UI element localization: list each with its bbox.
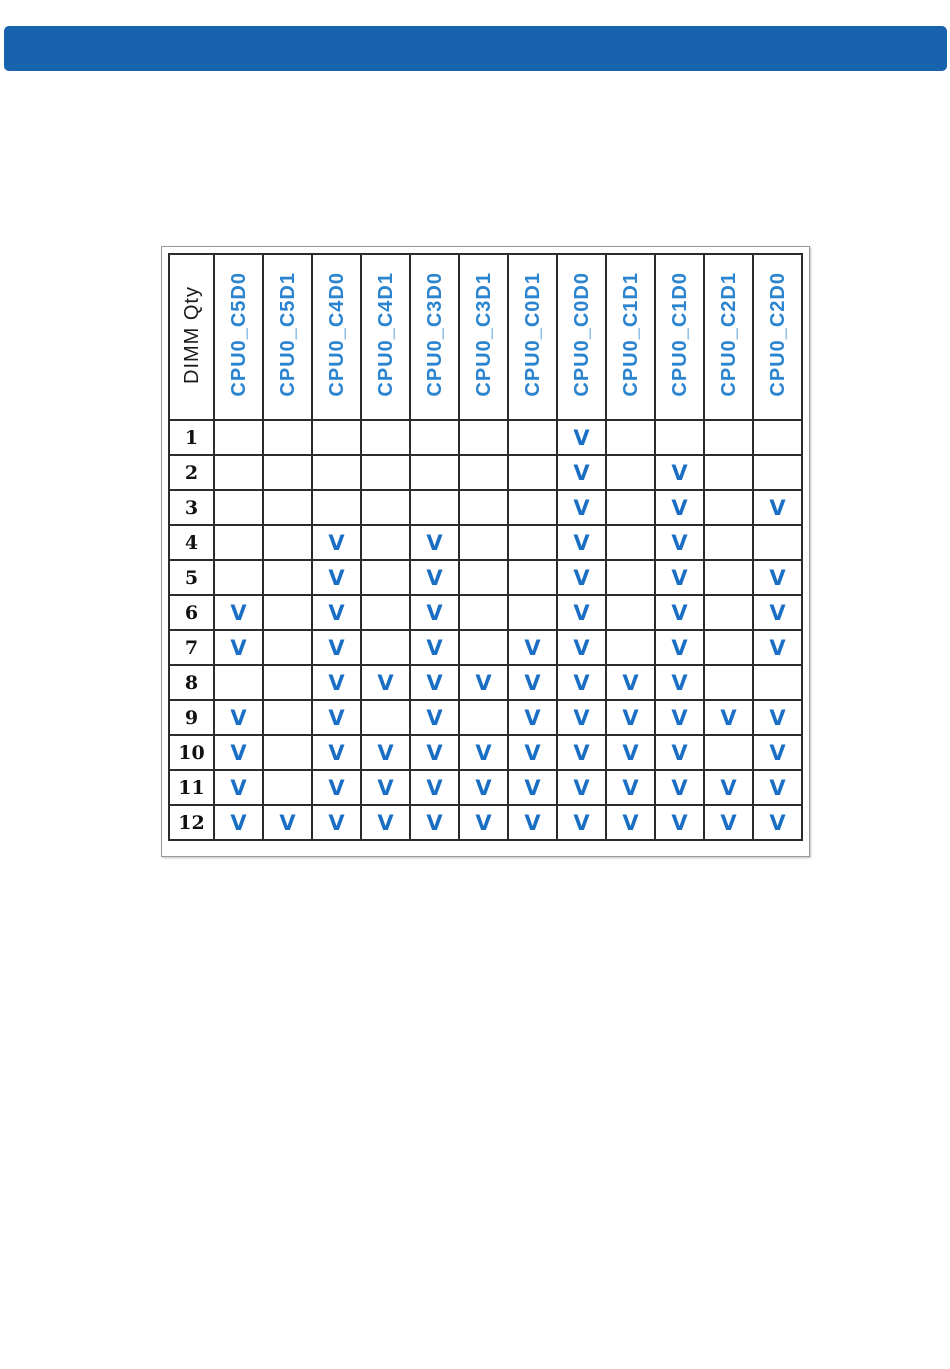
slot-cell (606, 770, 655, 805)
populated-mark: V (720, 810, 737, 835)
slot-cell (753, 665, 802, 700)
dimm-qty-value: 4 (184, 531, 199, 554)
table-body (169, 420, 802, 840)
slot-cell (263, 700, 312, 735)
slot-cell (606, 455, 655, 490)
slot-cell (704, 490, 753, 525)
slot-cell (655, 770, 704, 805)
populated-mark: V (524, 740, 541, 765)
slot-cell (557, 665, 606, 700)
slot-cell (263, 630, 312, 665)
populated-mark: V (671, 495, 688, 520)
dimm-qty-cell (169, 420, 214, 455)
slot-cell (312, 420, 361, 455)
slot-cell (606, 735, 655, 770)
populated-mark: V (573, 565, 590, 590)
slot-cell (655, 630, 704, 665)
slot-cell (508, 735, 557, 770)
slot-cell (557, 455, 606, 490)
slot-cell (704, 665, 753, 700)
populated-mark: V (671, 460, 688, 485)
table-row (169, 525, 802, 560)
slot-cell (312, 490, 361, 525)
slot-cell (410, 665, 459, 700)
dimm-qty-header (169, 254, 214, 420)
slot-cell (410, 770, 459, 805)
column-header (410, 254, 459, 420)
table-row (169, 805, 802, 840)
slot-cell (557, 525, 606, 560)
slot-cell (753, 735, 802, 770)
populated-mark: V (671, 670, 688, 695)
slot-cell (312, 700, 361, 735)
slot-cell (214, 735, 263, 770)
column-header (606, 254, 655, 420)
slot-cell (214, 805, 263, 840)
slot-cell (214, 665, 263, 700)
slot-cell (459, 455, 508, 490)
populated-mark: V (622, 670, 639, 695)
dimm-qty-cell (169, 595, 214, 630)
populated-mark: V (671, 530, 688, 555)
slot-cell (606, 595, 655, 630)
populated-mark: V (573, 775, 590, 800)
populated-mark: V (328, 775, 345, 800)
populated-mark: V (426, 740, 443, 765)
slot-cell (263, 770, 312, 805)
slot-cell (557, 595, 606, 630)
slot-cell (459, 560, 508, 595)
column-header (557, 254, 606, 420)
slot-cell (312, 665, 361, 700)
populated-mark: V (524, 635, 541, 660)
dimm-qty-cell (169, 560, 214, 595)
slot-cell (361, 560, 410, 595)
slot-cell (214, 700, 263, 735)
populated-mark: V (769, 705, 786, 730)
column-header (312, 254, 361, 420)
column-header-label: CPU0_C5D0 (227, 272, 250, 397)
table-row (169, 595, 802, 630)
populated-mark: V (328, 600, 345, 625)
slot-cell (312, 770, 361, 805)
slot-cell (410, 490, 459, 525)
header-bar (4, 26, 947, 71)
slot-cell (557, 420, 606, 455)
populated-mark: V (426, 670, 443, 695)
slot-cell (508, 490, 557, 525)
table-row (169, 420, 802, 455)
dimm-qty-cell (169, 700, 214, 735)
slot-cell (361, 735, 410, 770)
populated-mark: V (475, 810, 492, 835)
slot-cell (459, 630, 508, 665)
slot-cell (214, 455, 263, 490)
dimm-qty-cell (169, 455, 214, 490)
slot-cell (214, 595, 263, 630)
column-header-label: CPU0_C1D1 (619, 272, 642, 397)
slot-cell (410, 525, 459, 560)
column-header (459, 254, 508, 420)
slot-cell (557, 805, 606, 840)
slot-cell (753, 595, 802, 630)
populated-mark: V (622, 775, 639, 800)
slot-cell (459, 665, 508, 700)
populated-mark: V (573, 495, 590, 520)
slot-cell (606, 490, 655, 525)
dimm-qty-cell (169, 735, 214, 770)
dimm-population-table (168, 253, 803, 841)
slot-cell (312, 525, 361, 560)
dimm-qty-value: 3 (184, 496, 199, 519)
dimm-qty-cell (169, 665, 214, 700)
slot-cell (704, 770, 753, 805)
slot-cell (214, 770, 263, 805)
populated-mark: V (230, 705, 247, 730)
dimm-qty-value: 8 (184, 671, 199, 694)
column-header (263, 254, 312, 420)
column-header-label: CPU0_C4D1 (374, 272, 397, 397)
slot-cell (557, 735, 606, 770)
slot-cell (361, 490, 410, 525)
slot-cell (655, 420, 704, 455)
slot-cell (557, 700, 606, 735)
slot-cell (263, 805, 312, 840)
slot-cell (361, 805, 410, 840)
slot-cell (606, 665, 655, 700)
slot-cell (263, 735, 312, 770)
slot-cell (361, 525, 410, 560)
slot-cell (361, 420, 410, 455)
populated-mark: V (671, 565, 688, 590)
populated-mark: V (671, 810, 688, 835)
slot-cell (557, 770, 606, 805)
populated-mark: V (475, 740, 492, 765)
slot-cell (606, 700, 655, 735)
slot-cell (263, 665, 312, 700)
column-header-label: CPU0_C0D1 (521, 272, 544, 397)
slot-cell (263, 455, 312, 490)
column-header-label: CPU0_C3D0 (423, 272, 446, 397)
populated-mark: V (426, 705, 443, 730)
table-row (169, 665, 802, 700)
populated-mark: V (573, 810, 590, 835)
dimm-qty-value: 1 (184, 426, 199, 449)
slot-cell (410, 700, 459, 735)
populated-mark: V (573, 600, 590, 625)
table-row (169, 735, 802, 770)
populated-mark: V (328, 740, 345, 765)
populated-mark: V (426, 530, 443, 555)
dimm-population-table-frame (161, 246, 810, 857)
column-header (361, 254, 410, 420)
populated-mark: V (279, 810, 296, 835)
slot-cell (508, 770, 557, 805)
column-header (753, 254, 802, 420)
slot-cell (557, 630, 606, 665)
slot-cell (704, 525, 753, 560)
populated-mark: V (328, 530, 345, 555)
slot-cell (214, 525, 263, 560)
slot-cell (655, 560, 704, 595)
slot-cell (312, 630, 361, 665)
slot-cell (214, 630, 263, 665)
slot-cell (312, 560, 361, 595)
dimm-qty-value: 5 (184, 566, 199, 589)
slot-cell (655, 595, 704, 630)
populated-mark: V (671, 600, 688, 625)
slot-cell (214, 490, 263, 525)
slot-cell (361, 665, 410, 700)
populated-mark: V (769, 810, 786, 835)
populated-mark: V (426, 810, 443, 835)
dimm-qty-cell (169, 490, 214, 525)
header-row (169, 254, 802, 420)
populated-mark: V (573, 635, 590, 660)
slot-cell (704, 595, 753, 630)
dimm-qty-value: 6 (184, 601, 199, 624)
slot-cell (459, 735, 508, 770)
slot-cell (361, 595, 410, 630)
populated-mark: V (573, 530, 590, 555)
table-row (169, 560, 802, 595)
slot-cell (312, 805, 361, 840)
dimm-qty-cell (169, 770, 214, 805)
slot-cell (410, 420, 459, 455)
slot-cell (655, 805, 704, 840)
slot-cell (410, 455, 459, 490)
populated-mark: V (573, 670, 590, 695)
slot-cell (655, 490, 704, 525)
populated-mark: V (671, 635, 688, 660)
populated-mark: V (573, 740, 590, 765)
slot-cell (508, 560, 557, 595)
populated-mark: V (769, 775, 786, 800)
populated-mark: V (328, 670, 345, 695)
populated-mark: V (671, 705, 688, 730)
slot-cell (459, 700, 508, 735)
slot-cell (508, 455, 557, 490)
populated-mark: V (573, 460, 590, 485)
populated-mark: V (671, 740, 688, 765)
slot-cell (263, 420, 312, 455)
dimm-qty-value: 7 (184, 636, 199, 659)
column-header-label: CPU0_C0D0 (570, 272, 593, 397)
slot-cell (361, 700, 410, 735)
slot-cell (459, 770, 508, 805)
slot-cell (557, 490, 606, 525)
column-header-label: CPU0_C1D0 (668, 272, 691, 397)
slot-cell (704, 560, 753, 595)
slot-cell (753, 805, 802, 840)
populated-mark: V (622, 705, 639, 730)
slot-cell (459, 490, 508, 525)
dimm-qty-value: 9 (184, 706, 199, 729)
slot-cell (459, 595, 508, 630)
populated-mark: V (230, 635, 247, 660)
slot-cell (361, 770, 410, 805)
table-row (169, 770, 802, 805)
slot-cell (508, 665, 557, 700)
slot-cell (753, 700, 802, 735)
populated-mark: V (426, 600, 443, 625)
populated-mark: V (377, 740, 394, 765)
populated-mark: V (524, 670, 541, 695)
slot-cell (508, 700, 557, 735)
column-header-label: CPU0_C5D1 (276, 272, 299, 397)
slot-cell (508, 630, 557, 665)
slot-cell (606, 525, 655, 560)
table-row (169, 455, 802, 490)
populated-mark: V (769, 600, 786, 625)
column-header-label: CPU0_C2D1 (717, 272, 740, 397)
slot-cell (263, 525, 312, 560)
slot-cell (410, 805, 459, 840)
slot-cell (753, 560, 802, 595)
slot-cell (606, 420, 655, 455)
slot-cell (753, 630, 802, 665)
slot-cell (312, 735, 361, 770)
slot-cell (704, 630, 753, 665)
slot-cell (655, 735, 704, 770)
populated-mark: V (720, 705, 737, 730)
slot-cell (361, 455, 410, 490)
slot-cell (753, 525, 802, 560)
slot-cell (312, 595, 361, 630)
populated-mark: V (230, 810, 247, 835)
slot-cell (704, 735, 753, 770)
slot-cell (214, 420, 263, 455)
slot-cell (410, 630, 459, 665)
slot-cell (704, 455, 753, 490)
dimm-qty-value: 2 (184, 461, 199, 484)
slot-cell (655, 700, 704, 735)
slot-cell (410, 735, 459, 770)
populated-mark: V (230, 740, 247, 765)
populated-mark: V (720, 775, 737, 800)
column-header (704, 254, 753, 420)
slot-cell (704, 805, 753, 840)
slot-cell (753, 770, 802, 805)
populated-mark: V (426, 565, 443, 590)
table-row (169, 700, 802, 735)
table-row (169, 630, 802, 665)
populated-mark: V (524, 705, 541, 730)
slot-cell (753, 455, 802, 490)
slot-cell (459, 525, 508, 560)
populated-mark: V (622, 810, 639, 835)
populated-mark: V (328, 565, 345, 590)
populated-mark: V (769, 740, 786, 765)
dimm-qty-value: 11 (178, 776, 205, 799)
column-header (508, 254, 557, 420)
populated-mark: V (622, 740, 639, 765)
slot-cell (508, 420, 557, 455)
slot-cell (312, 455, 361, 490)
slot-cell (263, 560, 312, 595)
dimm-qty-cell (169, 525, 214, 560)
populated-mark: V (328, 635, 345, 660)
populated-mark: V (377, 775, 394, 800)
populated-mark: V (671, 775, 688, 800)
column-header-label: CPU0_C4D0 (325, 272, 348, 397)
populated-mark: V (769, 635, 786, 660)
populated-mark: V (573, 705, 590, 730)
column-header-label: CPU0_C3D1 (472, 272, 495, 397)
slot-cell (410, 595, 459, 630)
slot-cell (459, 805, 508, 840)
populated-mark: V (573, 425, 590, 450)
populated-mark: V (475, 775, 492, 800)
slot-cell (410, 560, 459, 595)
slot-cell (508, 595, 557, 630)
slot-cell (606, 805, 655, 840)
populated-mark: V (230, 600, 247, 625)
populated-mark: V (377, 810, 394, 835)
column-header-label: CPU0_C2D0 (766, 272, 789, 397)
slot-cell (606, 560, 655, 595)
slot-cell (508, 805, 557, 840)
populated-mark: V (426, 635, 443, 660)
slot-cell (655, 525, 704, 560)
slot-cell (655, 455, 704, 490)
slot-cell (361, 630, 410, 665)
populated-mark: V (328, 705, 345, 730)
slot-cell (508, 525, 557, 560)
slot-cell (704, 700, 753, 735)
slot-cell (263, 490, 312, 525)
populated-mark: V (769, 565, 786, 590)
dimm-qty-cell (169, 805, 214, 840)
slot-cell (557, 560, 606, 595)
table-row (169, 490, 802, 525)
slot-cell (263, 595, 312, 630)
slot-cell (459, 420, 508, 455)
populated-mark: V (524, 810, 541, 835)
populated-mark: V (475, 670, 492, 695)
populated-mark: V (524, 775, 541, 800)
column-header (655, 254, 704, 420)
column-header (214, 254, 263, 420)
dimm-qty-value: 10 (178, 741, 205, 764)
slot-cell (655, 665, 704, 700)
populated-mark: V (377, 670, 394, 695)
dimm-qty-cell (169, 630, 214, 665)
populated-mark: V (769, 495, 786, 520)
populated-mark: V (230, 775, 247, 800)
dimm-qty-value: 12 (178, 811, 205, 834)
slot-cell (704, 420, 753, 455)
slot-cell (753, 490, 802, 525)
populated-mark: V (328, 810, 345, 835)
slot-cell (753, 420, 802, 455)
dimm-qty-label: DIMM Qty (180, 285, 203, 384)
slot-cell (214, 560, 263, 595)
slot-cell (606, 630, 655, 665)
populated-mark: V (426, 775, 443, 800)
